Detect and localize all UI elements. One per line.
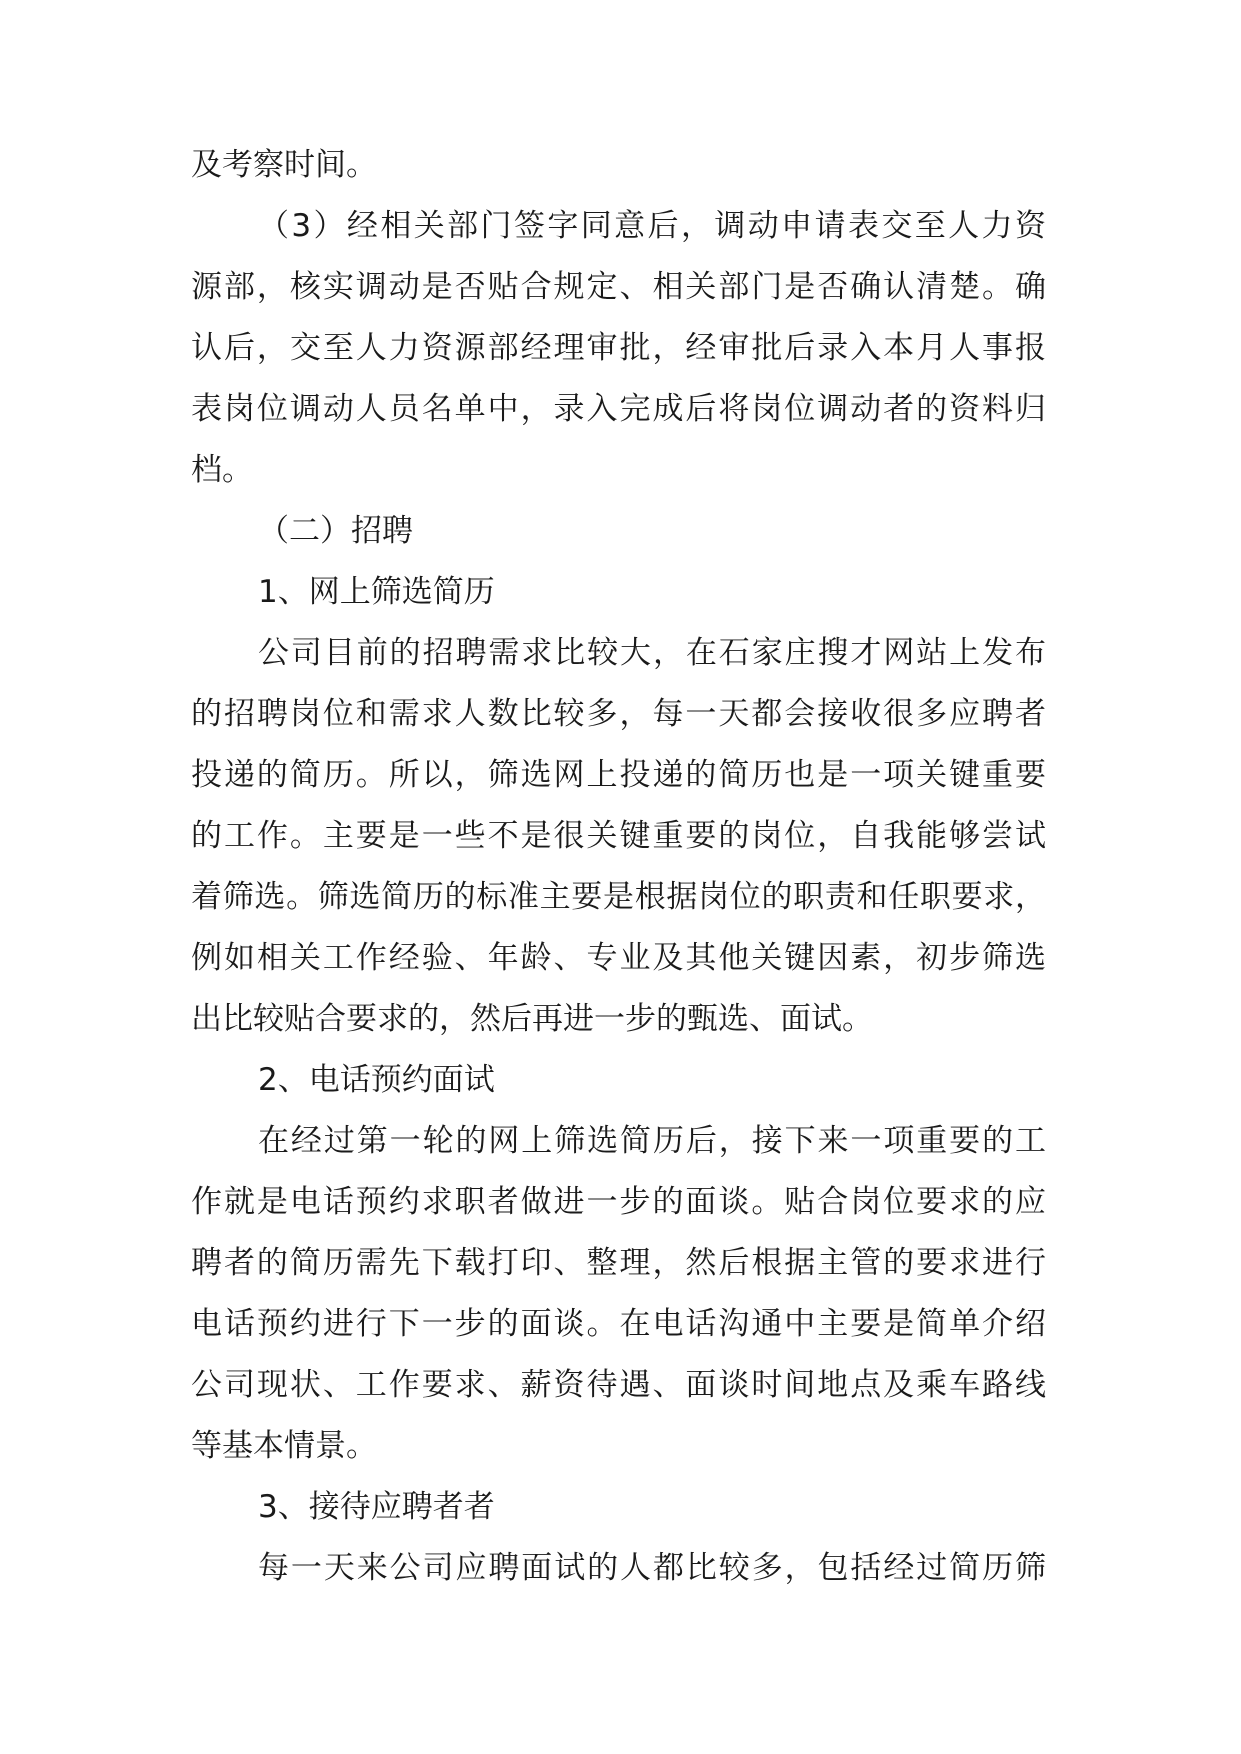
text-line: 等基本情景。 xyxy=(191,1428,377,1464)
text-line: 认后，交至人力资源部经理审批，经审批后录入本月人事报 xyxy=(191,330,1046,366)
text-line: 每一天来公司应聘面试的人都比较多，包括经过简历筛 xyxy=(258,1550,1046,1586)
text-line: 公司现状、工作要求、薪资待遇、面谈时间地点及乘车路线 xyxy=(191,1367,1046,1403)
text-line: 的工作。主要是一些不是很关键重要的岗位，自我能够尝试 xyxy=(191,818,1046,854)
text-line: 投递的简历。所以，筛选网上投递的简历也是一项关键重要 xyxy=(191,757,1046,793)
text-line: （3）经相关部门签字同意后，调动申请表交至人力资 xyxy=(258,208,1046,244)
text-line: 源部，核实调动是否贴合规定、相关部门是否确认清楚。确 xyxy=(191,269,1046,305)
text-line: 例如相关工作经验、年龄、专业及其他关键因素，初步筛选 xyxy=(191,940,1046,976)
text-line: 公司目前的招聘需求比较大，在石家庄搜才网站上发布 xyxy=(258,635,1046,671)
text-line: 着筛选。筛选简历的标准主要是根据岗位的职责和任职要求， xyxy=(191,879,1046,915)
text-line: 档。 xyxy=(191,452,253,488)
text-line: 电话预约进行下一步的面谈。在电话沟通中主要是简单介绍 xyxy=(191,1306,1046,1342)
text-line: 出比较贴合要求的，然后再进一步的甄选、面试。 xyxy=(191,1001,873,1037)
text-line: 作就是电话预约求职者做进一步的面谈。贴合岗位要求的应 xyxy=(191,1184,1046,1220)
text-line: 表岗位调动人员名单中，录入完成后将岗位调动者的资料归 xyxy=(191,391,1046,427)
text-line: 及考察时间。 xyxy=(191,147,377,183)
subsection-heading: 2、电话预约面试 xyxy=(258,1062,495,1098)
text-line: 聘者的简历需先下载打印、整理，然后根据主管的要求进行 xyxy=(191,1245,1046,1281)
section-heading: （二）招聘 xyxy=(258,513,413,549)
subsection-heading: 3、接待应聘者者 xyxy=(258,1489,495,1525)
subsection-heading: 1、网上筛选简历 xyxy=(258,574,495,610)
text-line: 在经过第一轮的网上筛选简历后，接下来一项重要的工 xyxy=(258,1123,1046,1159)
text-line: 的招聘岗位和需求人数比较多，每一天都会接收很多应聘者 xyxy=(191,696,1046,732)
